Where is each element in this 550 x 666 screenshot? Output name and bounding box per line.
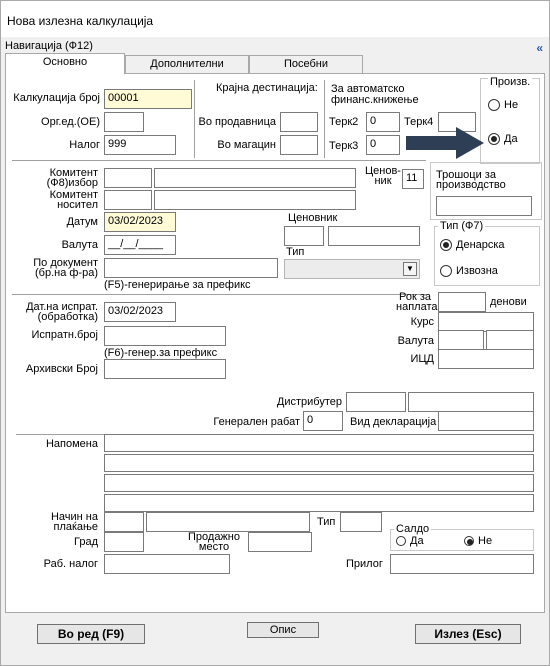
rabat-input[interactable]: 0 <box>303 411 343 431</box>
tip2-input[interactable] <box>340 512 382 532</box>
nositel-code-input[interactable] <box>104 190 152 210</box>
dest-label: Крајна дестинација: <box>216 82 318 94</box>
cenovnik-name-input[interactable] <box>328 226 420 246</box>
dokument-label: По документ (бр.на ф-ра) <box>33 257 98 279</box>
distributer-code-input[interactable] <box>346 392 406 412</box>
radio-label: Не <box>504 99 519 111</box>
rok-label: Рок за наплата <box>396 291 438 313</box>
arhiva-label: Архивски Број <box>25 363 98 375</box>
radio-off-icon <box>488 99 500 111</box>
kalk-label: Калкулација број <box>13 92 100 104</box>
rabat-label: Генерален рабат <box>213 416 300 428</box>
komitent-name-input[interactable] <box>154 168 356 188</box>
saldo-label: Салдо <box>396 523 430 535</box>
valuta2-label: Валута <box>397 335 434 347</box>
tip-select[interactable] <box>284 259 420 279</box>
prodavnica-label: Во продавница <box>198 116 276 128</box>
proizv-label: Произв. <box>490 76 531 88</box>
cenovnik2-label: Ценовник <box>288 212 338 224</box>
napomena-line-2[interactable] <box>104 454 534 472</box>
rab-nalog-input[interactable] <box>104 554 230 574</box>
arhiva-input[interactable] <box>104 359 226 379</box>
terk3-label: Терк3 <box>329 140 359 152</box>
placanje-code-input[interactable] <box>104 512 144 532</box>
rab-nalog-label: Раб. налог <box>43 558 98 570</box>
valuta-code-input[interactable] <box>438 330 484 350</box>
tab-osnovno[interactable]: Основно <box>5 53 125 74</box>
icd-label: ИЦД <box>410 353 434 365</box>
komitent-label: Комитент (Ф8)избор <box>46 167 98 189</box>
napomena-label: Напомена <box>45 438 98 450</box>
radio-label: Не <box>478 535 493 547</box>
cenovnik-input[interactable]: 11 <box>402 169 424 189</box>
navigation-label: Навигација (Ф12) <box>5 40 93 52</box>
exit-button[interactable]: Излез (Esc) <box>415 624 521 644</box>
prilog-input[interactable] <box>390 554 534 574</box>
divider <box>12 160 426 161</box>
kurs-label: Курс <box>410 316 434 328</box>
kurs-input[interactable] <box>438 312 534 332</box>
divider <box>12 294 426 295</box>
proizv-ne-radio[interactable] <box>488 99 518 111</box>
cenovnik-label: Ценов-ник <box>365 165 401 187</box>
valuta-name-input[interactable] <box>486 330 534 350</box>
prodavnica-input[interactable] <box>280 112 318 132</box>
nositel-name-input[interactable] <box>154 190 356 210</box>
tip-f7-label: Тип (Ф7) <box>440 220 484 232</box>
datum-label: Датум <box>66 216 98 228</box>
radio-label: Да <box>410 535 424 547</box>
radio-on-icon <box>440 239 452 251</box>
proizv-group <box>480 78 540 164</box>
deklaracija-input[interactable] <box>438 411 534 431</box>
radio-label: Извозна <box>456 265 498 277</box>
nalog-input[interactable]: 999 <box>104 135 176 155</box>
magacin-label: Во магацин <box>217 139 276 151</box>
troshoci-label: Трошоци за производство <box>436 169 506 191</box>
tab-dopolnitelni[interactable]: Дополнителни <box>125 55 249 73</box>
napomena-line-1[interactable] <box>104 434 534 452</box>
grad-label: Град <box>74 536 98 548</box>
window-title: Нова излезна калкулација <box>7 14 154 28</box>
ispratnica-broj-label: Испратн.број <box>31 329 98 341</box>
placanje-label: Начин на плаќање <box>50 511 98 533</box>
valuta-label: Валута <box>61 239 98 251</box>
napomena-line-4[interactable] <box>104 494 534 512</box>
distributer-label: Дистрибутер <box>276 396 342 408</box>
radio-label: Денарска <box>456 239 505 251</box>
title-bar <box>1 1 549 37</box>
terk3-input[interactable]: 0 <box>366 135 400 155</box>
terk2-label: Терк2 <box>329 116 359 128</box>
main-panel <box>5 73 545 613</box>
divider <box>194 80 195 158</box>
kalk-number-input[interactable]: 00001 <box>104 89 192 109</box>
saldo-da-radio[interactable] <box>396 535 424 547</box>
prodazno-label: Продажно место <box>188 531 240 553</box>
ispratnica-date-input[interactable]: 03/02/2023 <box>104 302 176 322</box>
terk4-label: Терк4 <box>404 116 434 128</box>
pointer-arrow-icon <box>406 127 488 159</box>
opis-button[interactable]: Опис <box>247 622 319 638</box>
magacin-input[interactable] <box>280 135 318 155</box>
troshoci-input[interactable] <box>436 196 532 216</box>
collapse-icon[interactable]: « <box>536 41 543 55</box>
ispratnica-date-label: Дат.на испрат. (обработка) <box>26 301 98 323</box>
dokument-input[interactable] <box>104 258 278 278</box>
valuta-input[interactable]: __/__/____ <box>104 235 176 255</box>
divider <box>324 80 325 158</box>
denarska-radio[interactable] <box>440 239 505 251</box>
komitent-code-input[interactable] <box>104 168 152 188</box>
distributer-name-input[interactable] <box>408 392 534 412</box>
terk2-input[interactable]: 0 <box>366 112 400 132</box>
icd-input[interactable] <box>438 349 534 369</box>
radio-on-icon <box>464 536 474 546</box>
denovi-label: денови <box>490 296 527 308</box>
izvozna-radio[interactable] <box>440 265 498 277</box>
radio-on-icon <box>488 133 500 145</box>
tab-posebni[interactable]: Посебни <box>249 55 363 73</box>
deklaracija-label: Вид декларација <box>350 416 437 428</box>
grad-input[interactable] <box>104 532 144 552</box>
chevron-down-icon[interactable]: ▼ <box>403 262 417 276</box>
radio-off-icon <box>396 536 406 546</box>
radio-label: Да <box>504 133 518 145</box>
org-label: Орг.ед.(ОЕ) <box>41 116 100 128</box>
cenovnik-code-input[interactable] <box>284 226 324 246</box>
prodazno-input[interactable] <box>248 532 312 552</box>
saldo-ne-radio[interactable] <box>464 535 492 547</box>
ok-button[interactable]: Во ред (F9) <box>37 624 145 644</box>
radio-off-icon <box>440 265 452 277</box>
nalog-label: Налог <box>69 139 100 151</box>
napomena-line-3[interactable] <box>104 474 534 492</box>
tip2-label: Тип <box>317 516 336 528</box>
org-input[interactable] <box>104 112 144 132</box>
prefix-hint: (F5)-генерирање за префикс <box>104 279 251 291</box>
tip-label: Тип <box>286 246 305 258</box>
ispratnica-broj-input[interactable] <box>104 326 226 346</box>
nositel-label: Комитент носител <box>49 189 98 211</box>
datum-input[interactable]: 03/02/2023 <box>104 212 176 232</box>
placanje-name-input[interactable] <box>146 512 310 532</box>
tip-f7-group <box>434 226 540 286</box>
prilog-label: Прилог <box>346 558 383 570</box>
ispratnica-prefix-hint: (F6)-генер.за префикс <box>104 347 218 359</box>
rok-input[interactable] <box>438 292 486 312</box>
proizv-da-radio[interactable] <box>488 133 518 145</box>
auto-label: За автоматско финанс.книжење <box>331 83 419 106</box>
